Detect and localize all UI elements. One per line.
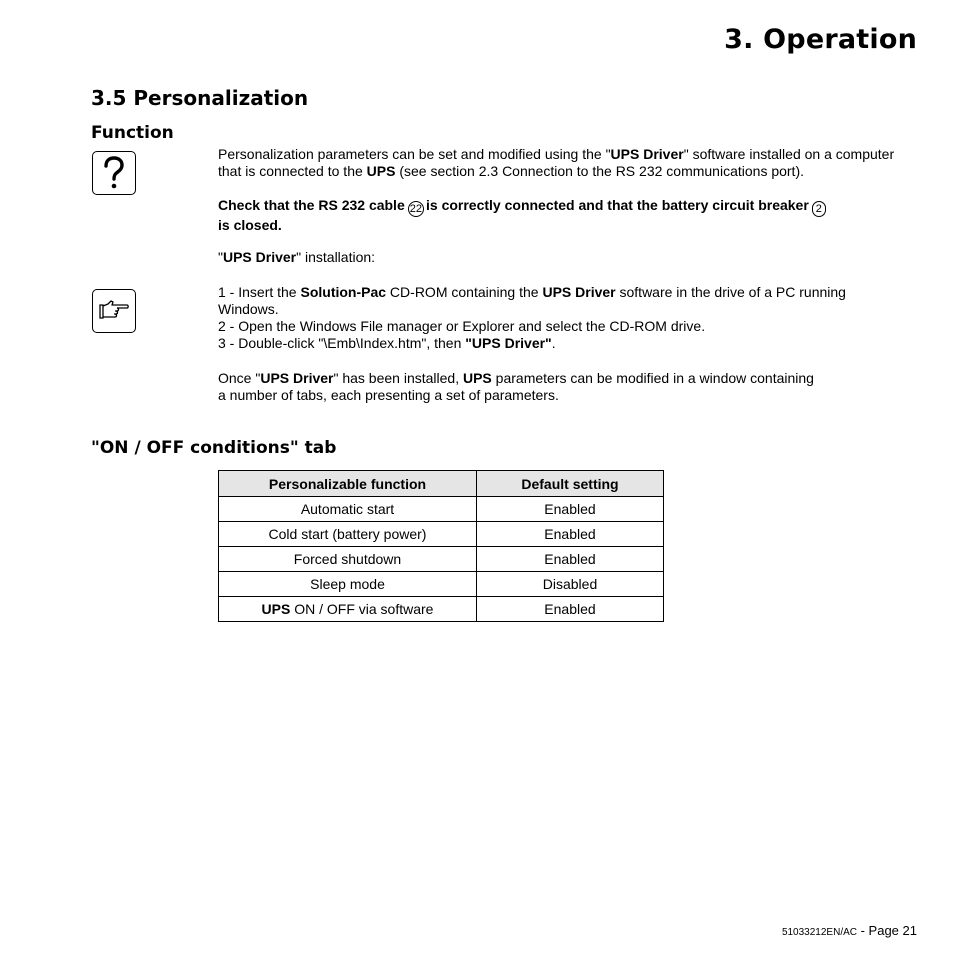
pointing-hand-glyph [97, 299, 131, 323]
table-cell-setting: Enabled [477, 597, 664, 622]
table-cell-setting: Enabled [477, 522, 664, 547]
table-row [219, 497, 664, 522]
onoff-parameters-table [218, 470, 664, 622]
check-paragraph: Check that the RS 232 cable 22 is correctly connected and that the battery circuit breaker 2 is closed. [218, 197, 918, 234]
question-mark-glyph [99, 155, 129, 191]
table-row [219, 597, 664, 622]
table-header-row [219, 471, 664, 497]
table-cell-function: Forced shutdown [219, 547, 477, 572]
breaker-ref-number: 2 [812, 201, 826, 217]
onoff-tab-heading: "ON / OFF conditions" tab [91, 438, 337, 458]
install-step-1: 1 - Insert the Solution-Pac CD-ROM containing the UPS Driver software in the drive of a PC running Windows. [218, 284, 846, 317]
table-cell-setting: Disabled [477, 572, 664, 597]
chapter-title: 3. Operation [724, 24, 917, 55]
table-header-function: Personalizable function [219, 471, 477, 497]
section-title: 3.5 Personalization [91, 86, 309, 110]
closing-paragraph: Once "UPS Driver" has been installed, UPS parameters can be modified in a window containing a number of tabs, each presenting a set of parameters. [218, 370, 814, 403]
table-cell-function: Automatic start [219, 497, 477, 522]
install-step-2: 2 - Open the Windows File manager or Explorer and select the CD-ROM drive. [218, 318, 706, 334]
table-cell-function: Sleep mode [219, 572, 477, 597]
install-steps [218, 284, 878, 352]
table-cell-function: UPS ON / OFF via software [219, 597, 477, 622]
table-cell-function: Cold start (battery power) [219, 522, 477, 547]
question-mark-icon [92, 151, 136, 195]
table-cell-setting: Enabled [477, 547, 664, 572]
install-step-3: 3 - Double-click "\Emb\Index.htm", then "UPS Driver". [218, 335, 556, 351]
document-code: 51033212EN/AC [781, 927, 857, 938]
table-row [219, 572, 664, 597]
page-number: - Page 21 [857, 923, 917, 938]
cable-ref-number: 22 [409, 203, 422, 215]
table-header-default: Default setting [477, 471, 664, 497]
page-footer [782, 923, 917, 938]
table-row [219, 547, 664, 572]
function-heading: Function [91, 123, 174, 143]
intro-paragraph: Personalization parameters can be set and modified using the "UPS Driver" software installed on a computer that is connected to the UPS (see section 2.3 Connection to the RS 232 communications port). [218, 146, 895, 179]
pointing-hand-icon [92, 289, 136, 333]
table-row [219, 522, 664, 547]
table-cell-setting: Enabled [477, 497, 664, 522]
install-label: "UPS Driver" installation: [218, 249, 376, 265]
